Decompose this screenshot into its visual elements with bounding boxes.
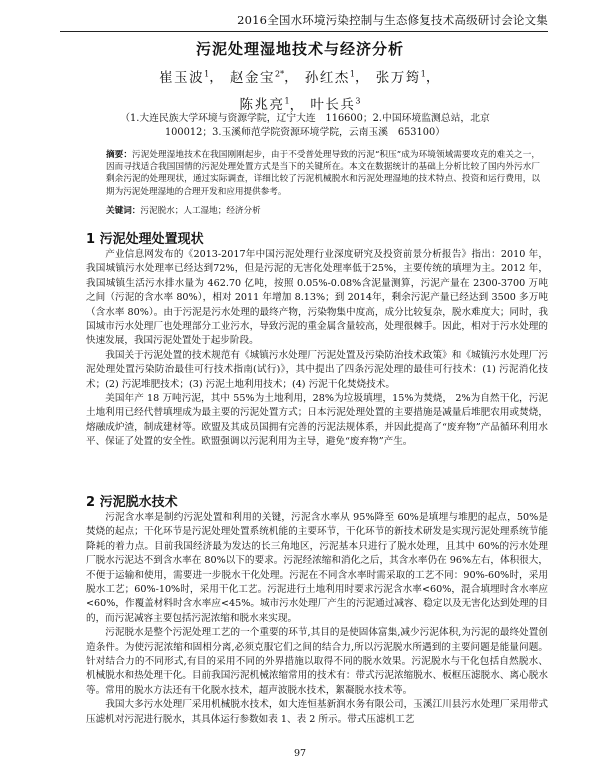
paper-title: 污泥处理湿地技术与经济分析 <box>195 40 404 58</box>
running-header: 2016全国水环境污染控制与生态修复技术高级研讨会论文集 <box>60 12 548 32</box>
section-heading-2: 2 污泥脱水技术 <box>86 495 178 510</box>
abstract <box>106 149 540 198</box>
abstract-label: 摘要： <box>106 150 133 160</box>
author-list <box>0 62 600 117</box>
keywords <box>106 204 540 216</box>
author: 张万筠$^1$ <box>375 69 426 86</box>
author: 崔玉波$^1$ <box>159 69 210 86</box>
author-line-2: 陈兆亮$^1$， 叶长兵$^3$ <box>239 96 361 113</box>
paragraph: 我国关于污泥处置的技术规范有《城镇污水处理厂污泥处置及污染防治技术政策》和《城镇污水处理厂污泥处理处置污染防治最佳可行技术指南(试行)》，其中提出了四条污泥处理的最佳可行技术：(1) 污泥消化技术；(2) 污泥堆肥技术；(3) 污泥土地利用技术；(4) 污泥干化焚烧技术。 <box>86 349 548 390</box>
page-number: 97 <box>293 748 307 759</box>
author-line-1: 崔玉波$^1$， 赵金宝$^{2*}$， 孙红杰$^1$， 张万筠$^1$， <box>159 69 441 86</box>
author: 叶长兵$^3$ <box>310 96 361 113</box>
paragraph: 我国大多污水处理厂采用机械脱水技术，如大连恒基新润水务有限公司，玉溪江川县污水处理厂采用带式压滤机对污泥进行脱水，其具体运行参数如表 1、表 2 所示。带式压滤机工艺 <box>86 699 548 725</box>
keywords-label: 关键词： <box>106 206 141 216</box>
paragraph: 污泥含水率是制约污泥处置和利用的关键，污泥含水率从 95%降至 60%是填埋与堆肥的起点，50%是焚烧的起点；干化环节是污泥处理处置系统机能的主要环节，干化环节的新技术研发是实现污泥处理系统节能降耗的着力点。目前我国经济最为发达的长三角地区，污泥基本只进行了脱水处理，且其中 60%的污水处理厂脱水污泥达不到含水率在 80%以下的要求。污泥经浓缩和消化之后，其含水率仍在 96%左右，体积很大，不便于运输和使用，需要进一步脱水干化处理。污泥在不同含水率时需采取的工艺不同：90%-60%时，采用脱水工艺；60%-10%时，采用干化工艺。污泥进行土地利用时要求污泥含水率<60%，混合填埋时含水率应<60%，作覆盖材料时含水率应<45%。城市污水处理厂产生的污泥通过减容、稳定以及无害化达到处理的目的，而污泥减容主要包括污泥浓缩和脱水来实现。 <box>86 512 548 624</box>
affiliation-line: （1.大连民族大学环境与资源学院，辽宁大连 116600；2.中国环境监测总站，北京 <box>120 113 490 124</box>
author: 陈兆亮$^1$ <box>239 96 290 113</box>
paragraph: 产业信息网发布的《2013-2017年中国污泥处理行业深度研究及投资前景分析报告》指出：2010 年，我国城镇污水处理率已经达到72%，但是污泥的无害化处理率低于25%，主要传统的填埋为主。2012 年，我国城镇生活污水排水量为 462.70 亿吨，按照 0.05%-0.08%含泥量测算，污泥产量在 2300-3700 万吨之间（污泥的含水率 80%），相对 2011 年增加 8.13%；到 2014年，剩余污泥产量已经达到 3500 多万吨（含水率 80%）。由于污泥是污水处理的最终产物，污染物集中度高，成分比较复杂，脱水难度大；同时，我国城市污水处理厂也处理部分工业污水，导致污泥的重金属含量较高，处理很棘手。因此，相对于污水处理的快速发展，我国污泥处置处于起步阶段。 <box>86 249 548 347</box>
paragraph: 污泥脱水是整个污泥处理工艺的一个重要的环节,其目的是使固体富集,减少污泥体积,为污泥的最终处置创造条件。为使污泥浓缩和固相分离,必须克服它们之间的结合力,所以污泥脱水所遇到的主要问题是能量问题。针对结合力的不同形式,有目的采用不同的外界措施以取得不同的脱水效果。污泥脱水与干化包括自然脱水、机械脱水和热处理干化。目前我国污泥机械浓缩常用的技术有：带式污泥浓缩脱水、板框压滤脱水、离心脱水等。常用的脱水方法还有干化脱水技术，超声波脱水技术，絮凝脱水技术等。 <box>86 627 548 696</box>
author: 孙红杰$^1$ <box>304 69 355 86</box>
affiliation-line: 100012；3.玉溪师范学院资源环境学院，云南玉溪 653100） <box>164 127 446 138</box>
paragraph: 美国年产 18 万吨污泥，其中 55%为土地利用，28%为垃圾填埋，15%为焚烧， 2%为自然干化，污泥土地利用已经代替填埋成为最主要的污泥处置方式；日本污泥处理处置的主要措施是减量后堆肥农用或焚烧，熔融成炉渣，制成建材等。欧盟及其成员国拥有完善的污泥法规体系，并因此提高了“废弃物”产品循环利用水平、保证了处置的安全性。欧盟强调以污泥利用为主导，避免“废弃物”产生。 <box>86 393 548 448</box>
author: 赵金宝$^{2*}$ <box>230 69 285 86</box>
keywords-text: 污泥脱水；人工湿地；经济分析 <box>140 206 261 216</box>
affiliations <box>80 112 530 140</box>
section-heading-1: 1 污泥处理处置现状 <box>86 232 204 247</box>
section-1-body <box>86 248 548 450</box>
abstract-text: 污泥处理湿地技术在我国刚刚起步，由于不受普处理导致的污泥“积压”成为环境领域需要攻克的难关之一，因而寻找适合我国国情的污泥处理处置方式是当下的关键所在。本文在数据统计的基础上分析比较了国内外污水厂剩余污泥的处理现状，通过实际调查，详细比较了污泥机械脱水和污泥处理湿地的技术特点、投资和运行费用，以期为污泥处理湿地的合理开发和应用提供参考。 <box>106 150 540 197</box>
section-2-body <box>86 511 548 727</box>
